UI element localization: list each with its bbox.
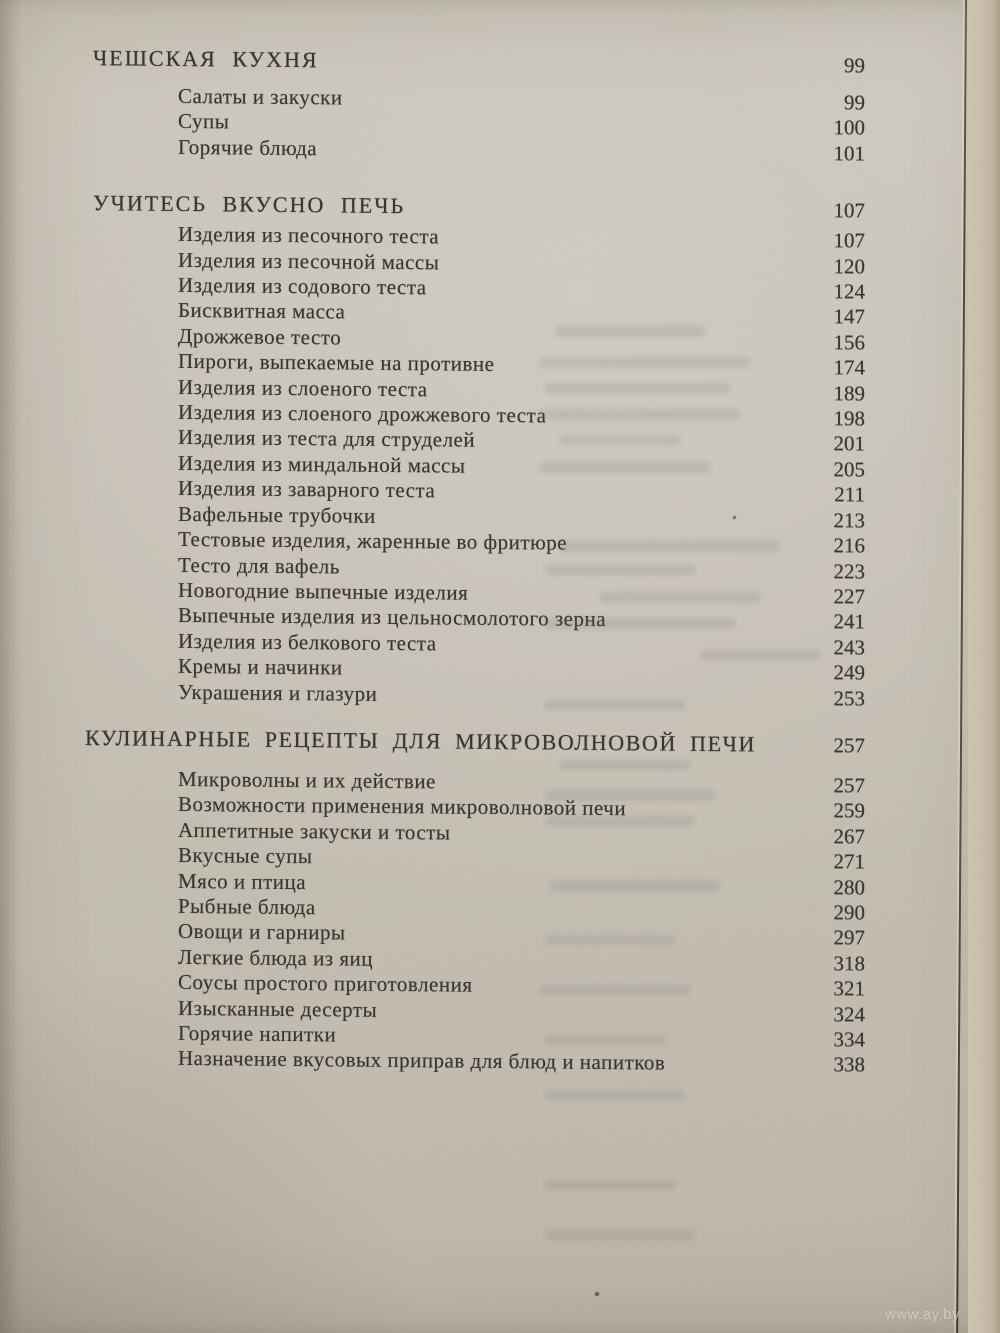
- toc-item-label: Украшения и глазури: [178, 679, 378, 706]
- photo-watermark: www.ay.by: [885, 1306, 961, 1323]
- paper-speck: [733, 516, 736, 519]
- toc-item-label: Изделия из песочного теста: [178, 222, 440, 249]
- toc-page-number: 99: [844, 90, 865, 115]
- toc-item-label: Изделия из слоеного дрожжевого теста: [178, 399, 547, 428]
- toc-page-number: 227: [833, 584, 865, 609]
- toc-item-label: Тесто для вафель: [178, 552, 340, 578]
- toc-item-label: Горячие блюда: [178, 134, 318, 161]
- show-through-smudge: [560, 540, 780, 552]
- toc-item-label: Соусы простого приготовления: [178, 970, 473, 997]
- toc-section-title: ЧЕШСКАЯ КУХНЯ: [93, 45, 319, 73]
- toc-item-label: Новогодние выпечные изделия: [178, 577, 469, 605]
- toc-page-number: 267: [833, 823, 865, 849]
- toc-section-header: [0, 42, 1000, 82]
- toc-item-label: Рыбные блюда: [178, 893, 316, 920]
- toc-page-number: 318: [833, 950, 865, 976]
- toc-item-label: Изысканные десерты: [178, 995, 378, 1022]
- toc-page-number: 257: [833, 733, 865, 758]
- show-through-smudge: [545, 565, 695, 575]
- toc-page-number: 290: [833, 900, 865, 925]
- paper-speck: [595, 1292, 599, 1296]
- toc-page-number: 124: [833, 279, 865, 304]
- toc-section-title: КУЛИНАРНЫЕ РЕЦЕПТЫ ДЛЯ МИКРОВОЛНОВОЙ ПЕЧИ: [85, 724, 757, 757]
- toc-page-number: 324: [833, 1001, 865, 1027]
- toc-page-number: 213: [833, 507, 865, 533]
- toc-item-label: Изделия из заварного теста: [178, 476, 436, 503]
- toc-page-number: 334: [833, 1027, 865, 1052]
- toc-item-label: Мясо и птица: [178, 868, 307, 894]
- toc-page-number: 257: [833, 773, 865, 798]
- toc-page-number: 189: [833, 380, 865, 406]
- toc-page-number: 249: [833, 660, 865, 685]
- toc-item-label: Горячие напитки: [178, 1020, 337, 1047]
- toc-item-label: Супы: [178, 109, 230, 134]
- toc-section-header: [0, 722, 1000, 762]
- show-through-smudge: [545, 1180, 675, 1190]
- show-through-smudge: [545, 700, 685, 710]
- toc-item-label: Назначение вкусовых приправ для блюд и напитков: [178, 1046, 666, 1075]
- show-through-smudge: [545, 790, 715, 801]
- show-through-smudge: [545, 1230, 695, 1240]
- toc-item-label: Изделия из содового теста: [178, 272, 427, 300]
- toc-section-title: УЧИТЕСЬ ВКУСНО ПЕЧЬ: [93, 190, 406, 219]
- toc-item-label: Кремы и начинки: [178, 654, 343, 680]
- show-through-smudge: [560, 760, 690, 770]
- show-through-smudge: [560, 435, 680, 445]
- toc-item-label: Изделия из миндальной массы: [178, 450, 466, 478]
- toc-item-label: Дрожжевое тесто: [178, 323, 342, 350]
- toc-page-number: 241: [833, 609, 865, 634]
- toc-page-number: 120: [833, 253, 865, 279]
- show-through-smudge: [540, 985, 690, 995]
- toc-item-list: [0, 82, 1000, 168]
- show-through-smudge: [540, 409, 740, 420]
- show-through-smudge: [545, 1090, 685, 1100]
- toc-page-number: 223: [833, 558, 865, 584]
- toc-page-number: 211: [834, 482, 865, 507]
- toc-page-number: 147: [833, 304, 865, 329]
- toc-section: [0, 42, 1000, 168]
- toc-page-number: 297: [833, 925, 865, 950]
- toc-item-label: Тестовые изделия, жаренные во фритюре: [178, 527, 568, 555]
- show-through-smudge: [540, 357, 750, 368]
- toc-page-number: 198: [833, 406, 865, 431]
- show-through-smudge: [545, 618, 735, 629]
- toc-item-label: Салаты и закуски: [178, 83, 343, 110]
- toc-page-number: 107: [833, 198, 865, 223]
- toc-page-number: 321: [833, 976, 865, 1001]
- toc-page-number: 174: [833, 355, 865, 380]
- toc-item-label: Изделия из слоеного теста: [178, 374, 428, 401]
- toc-item-label: Изделия из теста для струделей: [178, 425, 476, 453]
- show-through-smudge: [600, 592, 760, 603]
- next-page-edge: [968, 0, 1000, 1333]
- toc-item-list: [0, 220, 1000, 712]
- toc-page-number: 243: [833, 634, 865, 660]
- show-through-smudge: [540, 462, 710, 473]
- toc-page-number: 201: [833, 431, 865, 456]
- toc-page-number: 253: [833, 685, 865, 711]
- toc-item-label: Вафельные трубочки: [178, 501, 376, 528]
- toc-item-list: [0, 765, 1000, 1079]
- toc-page-number: 280: [833, 874, 865, 900]
- toc-item-label: Бисквитная масса: [178, 298, 346, 324]
- toc-item-label: Аппетитные закуски и тосты: [178, 817, 451, 845]
- show-through-smudge: [545, 935, 675, 945]
- toc-item-label: Микроволны и их действие: [178, 766, 436, 794]
- toc-page-number: 101: [833, 141, 865, 166]
- toc-page-number: 99: [844, 53, 865, 78]
- toc-page-number: 205: [833, 457, 865, 482]
- toc-page-number: 338: [833, 1052, 865, 1077]
- toc-item-label: Овощи и гарниры: [178, 919, 346, 945]
- toc-item-label: Изделия из белкового теста: [178, 628, 437, 656]
- toc-page-number: 107: [833, 228, 865, 253]
- show-through-smudge: [545, 383, 730, 394]
- toc-item-label: Возможности применения микроволновой печи: [178, 792, 627, 821]
- toc-page-number: 156: [833, 330, 865, 355]
- show-through-smudge: [545, 1035, 665, 1045]
- toc-item-label: Пироги, выпекаемые на противне: [178, 349, 495, 377]
- show-through-smudge: [550, 880, 720, 892]
- show-through-smudge: [700, 650, 820, 660]
- toc-page-number: 259: [833, 798, 865, 823]
- toc-page-number: 100: [833, 115, 865, 140]
- show-through-smudge: [555, 325, 705, 337]
- toc-section: [0, 722, 1000, 1079]
- toc-page-number: 271: [833, 849, 865, 874]
- toc-section: [0, 187, 1000, 712]
- toc-item-label: Легкие блюда из яиц: [178, 944, 373, 971]
- toc-item-label: Выпечные изделия из цельносмолотого зерна: [178, 603, 607, 632]
- toc-page-number: 216: [833, 533, 865, 558]
- show-through-smudge: [545, 816, 695, 826]
- toc-item-label: Изделия из песочной массы: [178, 247, 440, 275]
- toc-item-label: Вкусные супы: [178, 843, 313, 869]
